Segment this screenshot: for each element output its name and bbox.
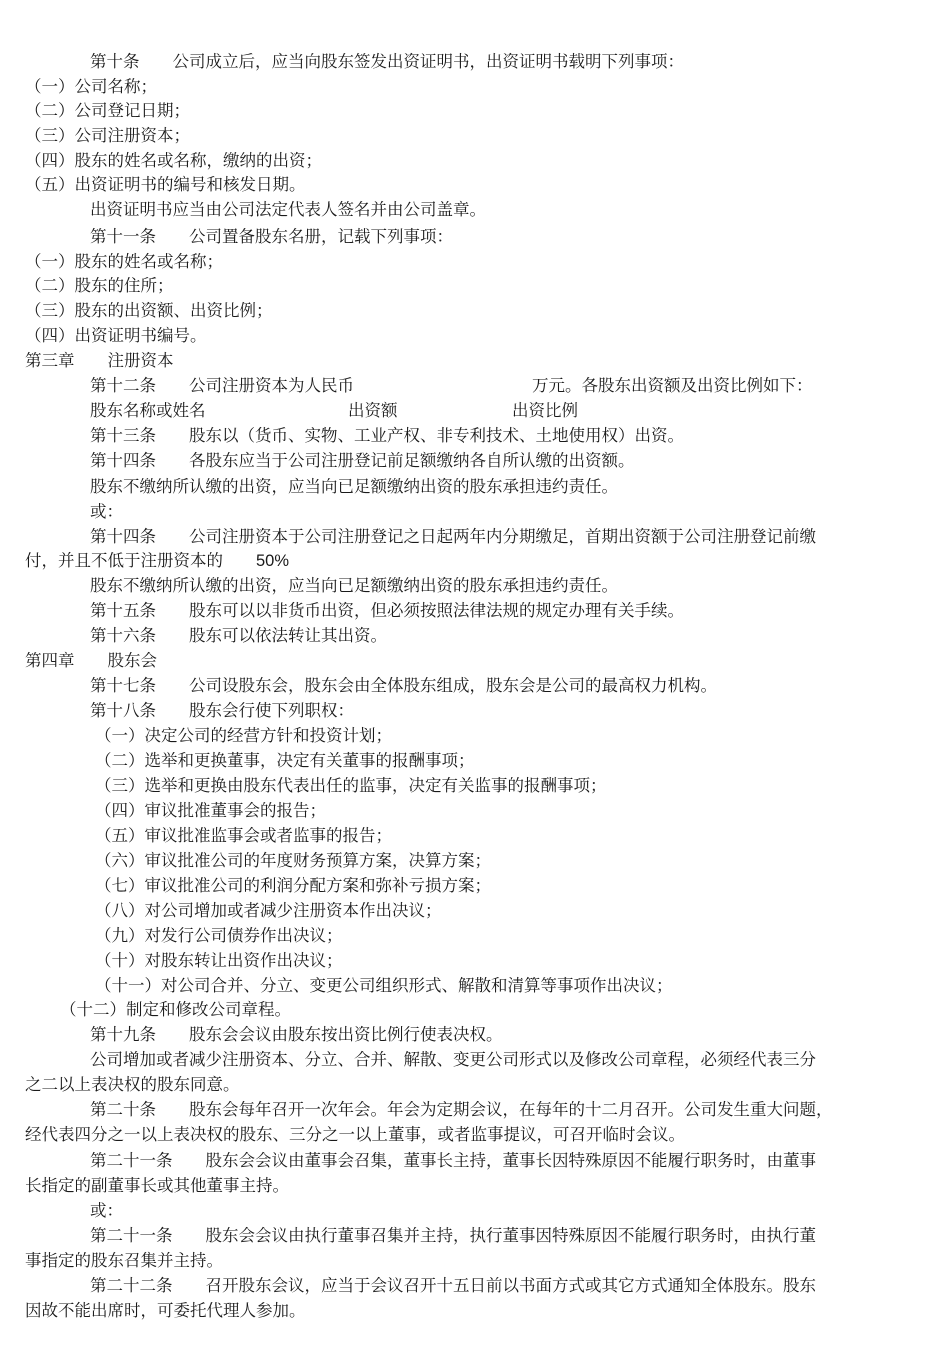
article-17-heading: 第十七条 公司设股东会，股东会由全体股东组成，股东会是公司的最高权力机构。 [90, 676, 717, 695]
article-12-heading: 第十二条 公司注册资本为人民币 [90, 376, 354, 395]
article-15-heading: 第十五条 股东可以以非货币出资，但必须按照法律法规的规定办理有关手续。 [90, 601, 684, 620]
list-item: （四）审议批准董事会的报告； [95, 801, 326, 820]
paragraph-continuation: 付，并且不低于注册资本的 [25, 551, 223, 570]
paragraph-continuation: 事指定的股东召集并主持。 [25, 1251, 223, 1270]
list-item: （三）公司注册资本； [25, 126, 190, 145]
list-item: （一）股东的姓名或名称； [25, 252, 223, 271]
article-20-heading: 第二十条 股东会每年召开一次年会。年会为定期会议，在每年的十二月召开。公司发生重大问题， [90, 1100, 833, 1119]
list-item: （二）选举和更换董事，决定有关董事的报酬事项； [95, 751, 475, 770]
article-14-heading: 第十四条 各股东应当于公司注册登记前足额缴纳各自所认缴的出资额。 [90, 451, 635, 470]
paragraph-continuation: 因故不能出席时，可委托代理人参加。 [25, 1301, 306, 1320]
article-12-continuation: 万元。各股东出资额及出资比例如下： [532, 376, 813, 395]
article-16-heading: 第十六条 股东可以依法转让其出资。 [90, 626, 387, 645]
table-header-amount: 出资额 [348, 401, 398, 420]
percentage-value: 50% [256, 552, 290, 570]
list-item: （一）公司名称； [25, 77, 157, 96]
article-10-heading: 第十条 公司成立后，应当向股东签发出资证明书，出资证明书载明下列事项： [90, 52, 684, 71]
list-item: （三）股东的出资额、出资比例； [25, 301, 273, 320]
list-item: （二）公司登记日期； [25, 101, 190, 120]
list-item: （七）审议批准公司的利润分配方案和弥补亏损方案； [95, 876, 491, 895]
table-header-shareholder: 股东名称或姓名 [90, 401, 206, 420]
article-19-heading: 第十九条 股东会会议由股东按出资比例行使表决权。 [90, 1025, 503, 1044]
paragraph-continuation: 之二以上表决权的股东同意。 [25, 1075, 240, 1094]
chapter-4-heading: 第四章 股东会 [25, 651, 157, 670]
paragraph: 出资证明书应当由公司法定代表人签名并由公司盖章。 [90, 200, 486, 219]
paragraph: 公司增加或者减少注册资本、分立、合并、解散、变更公司形式以及修改公司章程，必须经代表三分 [90, 1050, 816, 1069]
list-item: （十二）制定和修改公司章程。 [60, 1000, 291, 1019]
list-item: （三）选举和更换由股东代表出任的监事，决定有关监事的报酬事项； [95, 776, 607, 795]
paragraph: 股东不缴纳所认缴的出资，应当向已足额缴纳出资的股东承担违约责任。 [90, 477, 618, 496]
list-item: （六）审议批准公司的年度财务预算方案，决算方案； [95, 851, 491, 870]
article-21-alt-heading: 第二十一条 股东会会议由执行董事召集并主持，执行董事因特殊原因不能履行职务时，由执行董 [90, 1226, 816, 1245]
list-item: （四）股东的姓名或名称，缴纳的出资； [25, 151, 322, 170]
list-item: （五）出资证明书的编号和核发日期。 [25, 175, 306, 194]
paragraph-continuation: 经代表四分之一以上表决权的股东、三分之一以上董事，或者监事提议，可召开临时会议。 [25, 1125, 685, 1144]
list-item: （十）对股东转让出资作出决议； [95, 951, 343, 970]
alternative-marker: 或： [90, 1201, 123, 1220]
article-14-alt-heading: 第十四条 公司注册资本于公司注册登记之日起两年内分期缴足，首期出资额于公司注册登记前缴 [90, 527, 816, 546]
alternative-marker: 或： [90, 502, 123, 521]
list-item: （五）审议批准监事会或者监事的报告； [95, 826, 392, 845]
paragraph-continuation: 长指定的副董事长或其他董事主持。 [25, 1176, 289, 1195]
table-header-ratio: 出资比例 [512, 401, 578, 420]
list-item: （九）对发行公司债券作出决议； [95, 926, 343, 945]
article-22-heading: 第二十二条 召开股东会议，应当于会议召开十五日前以书面方式或其它方式通知全体股东。股东 [90, 1276, 816, 1295]
article-21-heading: 第二十一条 股东会会议由董事会召集，董事长主持，董事长因特殊原因不能履行职务时，由董事 [90, 1151, 816, 1170]
list-item: （八）对公司增加或者减少注册资本作出决议； [95, 901, 442, 920]
article-18-heading: 第十八条 股东会行使下列职权： [90, 701, 354, 720]
list-item: （二）股东的住所； [25, 276, 174, 295]
article-13-heading: 第十三条 股东以（货币、实物、工业产权、非专利技术、土地使用权）出资。 [90, 426, 684, 445]
chapter-3-heading: 第三章 注册资本 [25, 351, 174, 370]
list-item: （一）决定公司的经营方针和投资计划； [95, 726, 392, 745]
list-item: （四）出资证明书编号。 [25, 326, 207, 345]
article-11-heading: 第十一条 公司置备股东名册，记载下列事项： [90, 227, 453, 246]
paragraph: 股东不缴纳所认缴的出资，应当向已足额缴纳出资的股东承担违约责任。 [90, 576, 618, 595]
list-item: （十一）对公司合并、分立、变更公司组织形式、解散和清算等事项作出决议； [95, 976, 673, 995]
